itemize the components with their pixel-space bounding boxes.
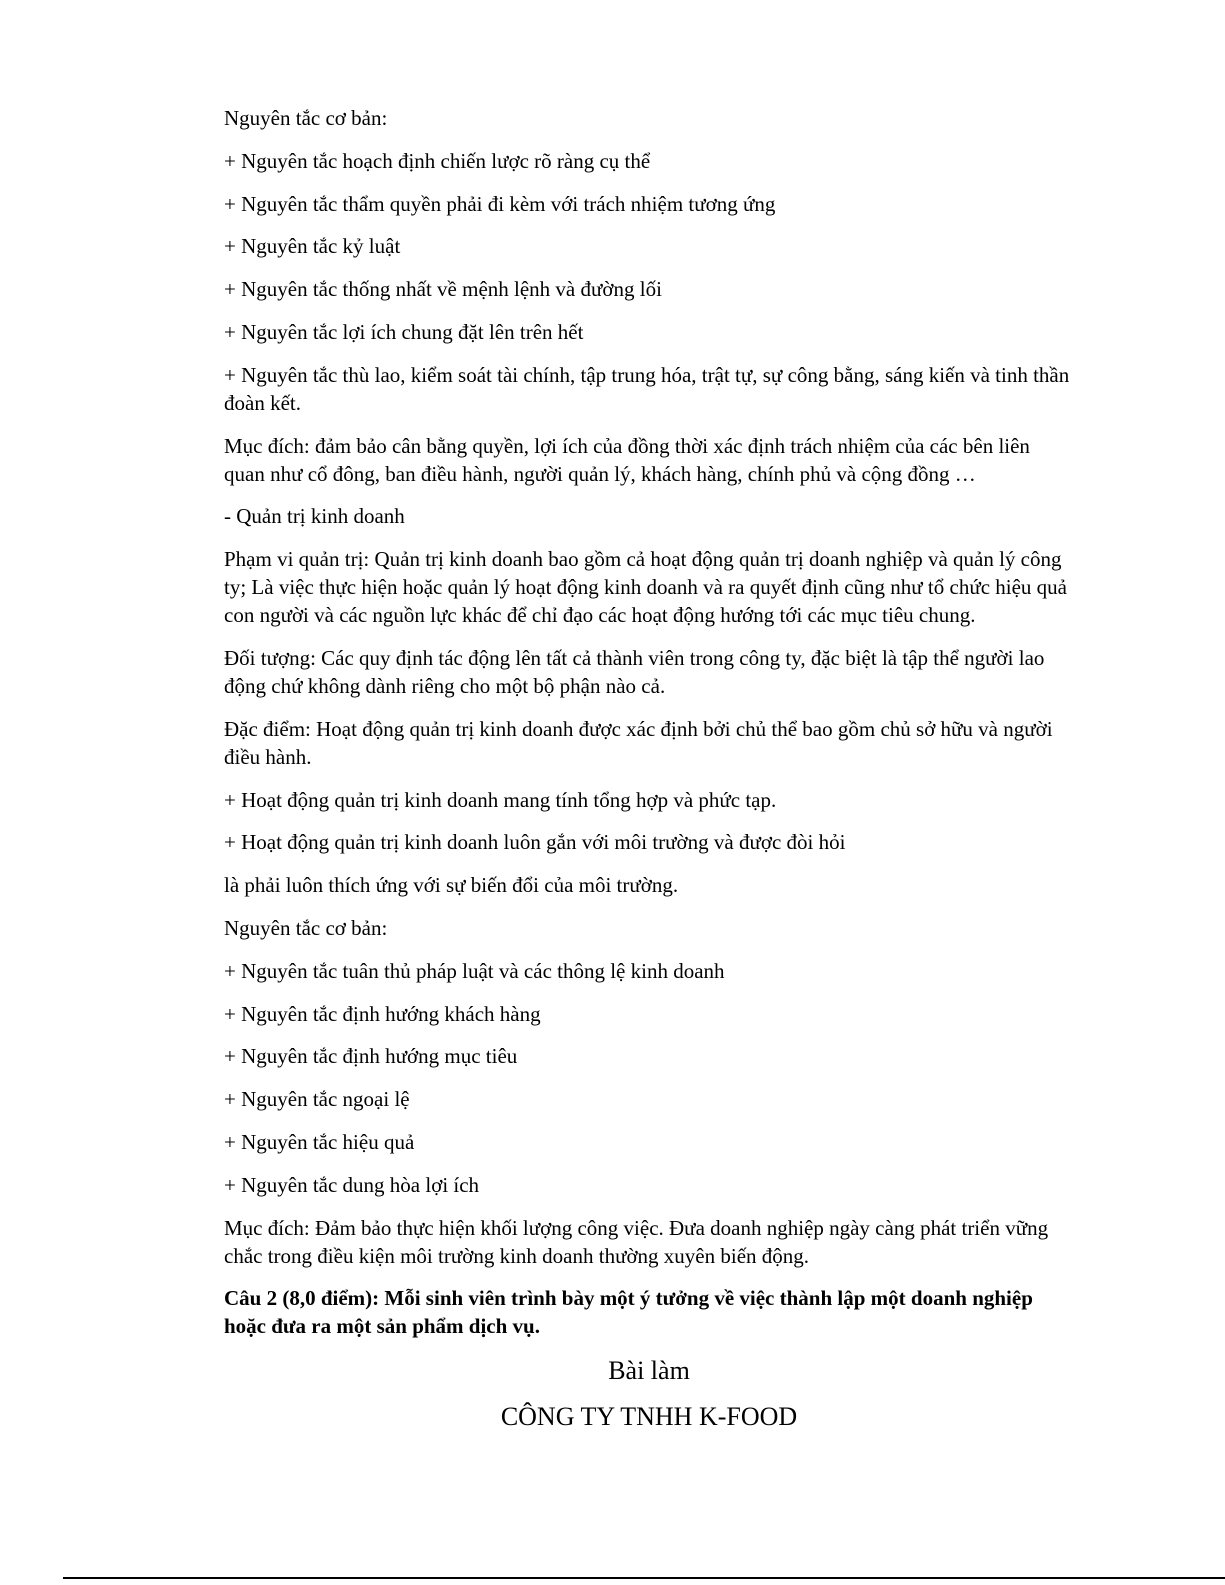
list-item: + Nguyên tắc thống nhất về mệnh lệnh và đường lối (224, 277, 662, 302)
answer-heading: Bài làm (608, 1356, 690, 1386)
page-bottom-rule (63, 1577, 1225, 1579)
list-item: + Nguyên tắc hiệu quả (224, 1129, 415, 1154)
section-heading: Nguyên tắc cơ bản: (224, 915, 388, 940)
company-title: CÔNG TY TNHH K-FOOD (500, 1402, 798, 1432)
paragraph: Mục đích: đảm bảo cân bằng quyền, lợi ích của đồng thời xác định trách nhiệm của các bên liên quan như cổ đông, ban điều hành, người quản lý, khách hàng, chính phủ và cộng đồng … (224, 433, 1030, 486)
paragraph: Đặc điểm: Hoạt động quản trị kinh doanh được xác định bởi chủ thể bao gồm chủ sở hữu và người điều hành. (224, 716, 1053, 769)
list-item: + Nguyên tắc lợi ích chung đặt lên trên hết (224, 319, 584, 344)
list-item: + Nguyên tắc hoạch định chiến lược rõ ràng cụ thể (224, 148, 651, 173)
list-item: + Nguyên tắc tuân thủ pháp luật và các thông lệ kinh doanh (224, 958, 725, 983)
list-item: + Hoạt động quản trị kinh doanh luôn gắn với môi trường và được đòi hỏi (224, 830, 846, 855)
list-item: + Hoạt động quản trị kinh doanh mang tính tổng hợp và phức tạp. (224, 787, 777, 812)
list-item: + Nguyên tắc thẩm quyền phải đi kèm với trách nhiệm tương ứng (224, 191, 776, 216)
list-item: + Nguyên tắc ngoại lệ (224, 1087, 410, 1112)
list-item: + Nguyên tắc dung hòa lợi ích (224, 1172, 480, 1197)
paragraph: Phạm vi quản trị: Quản trị kinh doanh bao gồm cả hoạt động quản trị doanh nghiệp và quản lý công ty; Là việc thực hiện hoặc quản lý hoạt động kinh doanh và ra quyết định cũng như tổ chức hiệu quả con người và các nguồn lực khác để chỉ đạo các hoạt động hướng tới các mục tiêu chung. (224, 547, 1068, 628)
paragraph: là phải luôn thích ứng với sự biến đổi của môi trường. (224, 873, 679, 898)
section-heading: Nguyên tắc cơ bản: (224, 106, 388, 130)
section-heading: - Quản trị kinh doanh (224, 504, 405, 529)
list-item: + Nguyên tắc kỷ luật (224, 234, 401, 259)
list-item: + Nguyên tắc định hướng mục tiêu (224, 1044, 518, 1069)
paragraph: Đối tượng: Các quy định tác động lên tất cả thành viên trong công ty, đặc biệt là tập thể người lao động chứ không dành riêng cho một bộ phận nào cả. (224, 645, 1045, 698)
paragraph: Mục đích: Đảm bảo thực hiện khối lượng công việc. Đưa doanh nghiệp ngày càng phát triển vững chắc trong điều kiện môi trường kinh doanh thường xuyên biến động. (224, 1215, 1049, 1268)
list-item: + Nguyên tắc định hướng khách hàng (224, 1001, 541, 1026)
document-page (224, 104, 1074, 1447)
list-item: + Nguyên tắc thù lao, kiểm soát tài chính, tập trung hóa, trật tự, sự công bằng, sáng kiến và tinh thần đoàn kết. (224, 362, 1070, 415)
question-heading: Câu 2 (8,0 điểm): Mỗi sinh viên trình bày một ý tưởng về việc thành lập một doanh nghiệp hoặc đưa ra một sản phẩm dịch vụ. (224, 1286, 1033, 1339)
